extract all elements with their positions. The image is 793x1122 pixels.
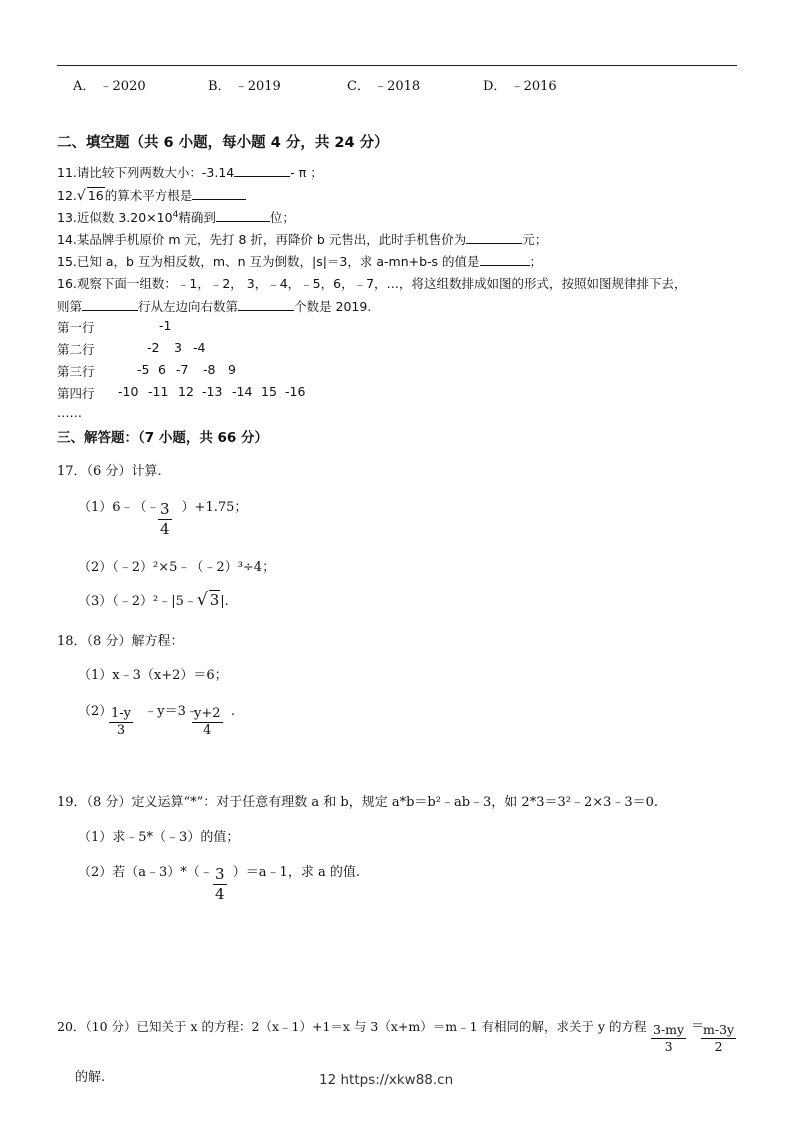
triangle-number: -1 bbox=[159, 318, 172, 333]
row-label: 第四行 bbox=[57, 386, 95, 401]
fraction-3-my-over-3: $\frac{3-my}{3}$ bbox=[653, 1022, 685, 1054]
row-label: 第二行 bbox=[57, 342, 95, 357]
option-c: C． ﹣2018 bbox=[347, 79, 421, 94]
triangle-number: -8 bbox=[203, 362, 216, 377]
triangle-number: -13 bbox=[202, 384, 223, 399]
triangle-number: -4 bbox=[193, 340, 206, 355]
question-17-part1: （1）6﹣（﹣ ）+1.75； bbox=[78, 500, 248, 515]
equals-sign: ＝ bbox=[691, 1019, 705, 1034]
triangle-number: -14 bbox=[232, 384, 253, 399]
question-16-line2: 则第 行从左边向右数第 个数是 2019. bbox=[57, 299, 372, 314]
question-19-part1: （1）求﹣5*（﹣3）的值； bbox=[78, 830, 240, 845]
question-13: 13.近似数 $3.20\times 10^4$精确到 位； bbox=[57, 210, 295, 225]
fraction-1-y-over-3: $\frac{1-y}{3}$ bbox=[111, 706, 132, 738]
question-18-part1: （1）x﹣3（x+2）＝6； bbox=[78, 668, 228, 683]
option-b: B． ﹣2019 bbox=[208, 79, 281, 94]
row-label: 第一行 bbox=[57, 320, 95, 335]
question-18-head: 18．（8 分）解方程： bbox=[57, 634, 184, 649]
triangle-number: 12 bbox=[178, 384, 194, 399]
question-19-head: 19．（8 分）定义运算“*”：对于任意有理数 a 和 b，规定 a*b＝b²﹣ab﹣3，如 2*3＝3²﹣2×3﹣3＝0. bbox=[57, 795, 659, 810]
row-label: 第三行 bbox=[57, 364, 95, 379]
fraction-3-4: $\frac{3}{4}$ bbox=[215, 865, 225, 903]
triangle-number: -5 bbox=[137, 362, 150, 377]
question-17-head: 17．（6 分）计算. bbox=[57, 464, 162, 479]
question-20-text: 20．（10 分）已知关于 x 的方程：2（x﹣1）+1＝x 与 3（x+m）＝m﹣1 有相同的解，求关于 y 的方程 bbox=[57, 1019, 647, 1034]
question-17-part3: （3）（﹣2）²﹣|5﹣√ 3|. bbox=[78, 590, 229, 610]
question-14: 14.某品牌手机原价 m 元，先打 8 折，再降价 b 元售出，此时手机售价为 元； bbox=[57, 232, 548, 247]
option-a: A． ﹣2020 bbox=[73, 79, 146, 94]
fraction-m-3y-over-2: $\frac{m-3y}{2}$ bbox=[703, 1022, 735, 1054]
triangle-number: -11 bbox=[148, 384, 169, 399]
section3-title: 三、解答题：（7 小题，共 66 分） bbox=[57, 430, 269, 446]
question-19-part2: （2）若（a﹣3）*（﹣ ）＝a﹣1，求 a 的值. bbox=[78, 865, 360, 880]
question-16-line1: 16.观察下面一组数：﹣1，﹣2， 3，﹣4，﹣5，6，﹣7，…，将这组数排成如图的形式，按照如图规律排下去， bbox=[57, 276, 687, 291]
question-12: 12.√ 16的算术平方根是 bbox=[57, 186, 246, 204]
question-20-tail: 的解. bbox=[75, 1070, 106, 1085]
triangle-number: 3 bbox=[174, 340, 182, 355]
question-18-part2: （2） ﹣y＝3﹣ . bbox=[78, 704, 236, 719]
question-15: 15.已知 a，b 互为相反数，m、n 互为倒数，|s|＝3，求 a-mn+b-s 的值是 ； bbox=[57, 254, 543, 269]
triangle-number: -16 bbox=[285, 384, 306, 399]
question-17-part2: （2）（﹣2）²×5﹣（﹣2）³÷4； bbox=[78, 560, 276, 575]
section2-title: 二、填空题（共 6 小题，每小题 4 分，共 24 分） bbox=[57, 135, 389, 151]
triangle-number: 9 bbox=[228, 362, 236, 377]
question-11: 11.请比较下列两数大小：-3.14 - π ； bbox=[57, 165, 323, 180]
page-footer: 12 https://xkw88.cn bbox=[319, 1072, 454, 1088]
triangle-number: -2 bbox=[147, 340, 160, 355]
triangle-number: -7 bbox=[176, 362, 189, 377]
triangle-ellipsis: …… bbox=[57, 405, 82, 420]
top-rule bbox=[57, 65, 737, 66]
option-d: D． ﹣2016 bbox=[483, 79, 557, 94]
fraction-y-plus-2-over-4: $\frac{y+2}{4}$ bbox=[194, 706, 221, 738]
fraction-3-4: $\frac{3}{4}$ bbox=[160, 500, 170, 538]
triangle-number: 15 bbox=[261, 384, 277, 399]
triangle-number: 6 bbox=[158, 362, 166, 377]
triangle-number: -10 bbox=[118, 384, 139, 399]
